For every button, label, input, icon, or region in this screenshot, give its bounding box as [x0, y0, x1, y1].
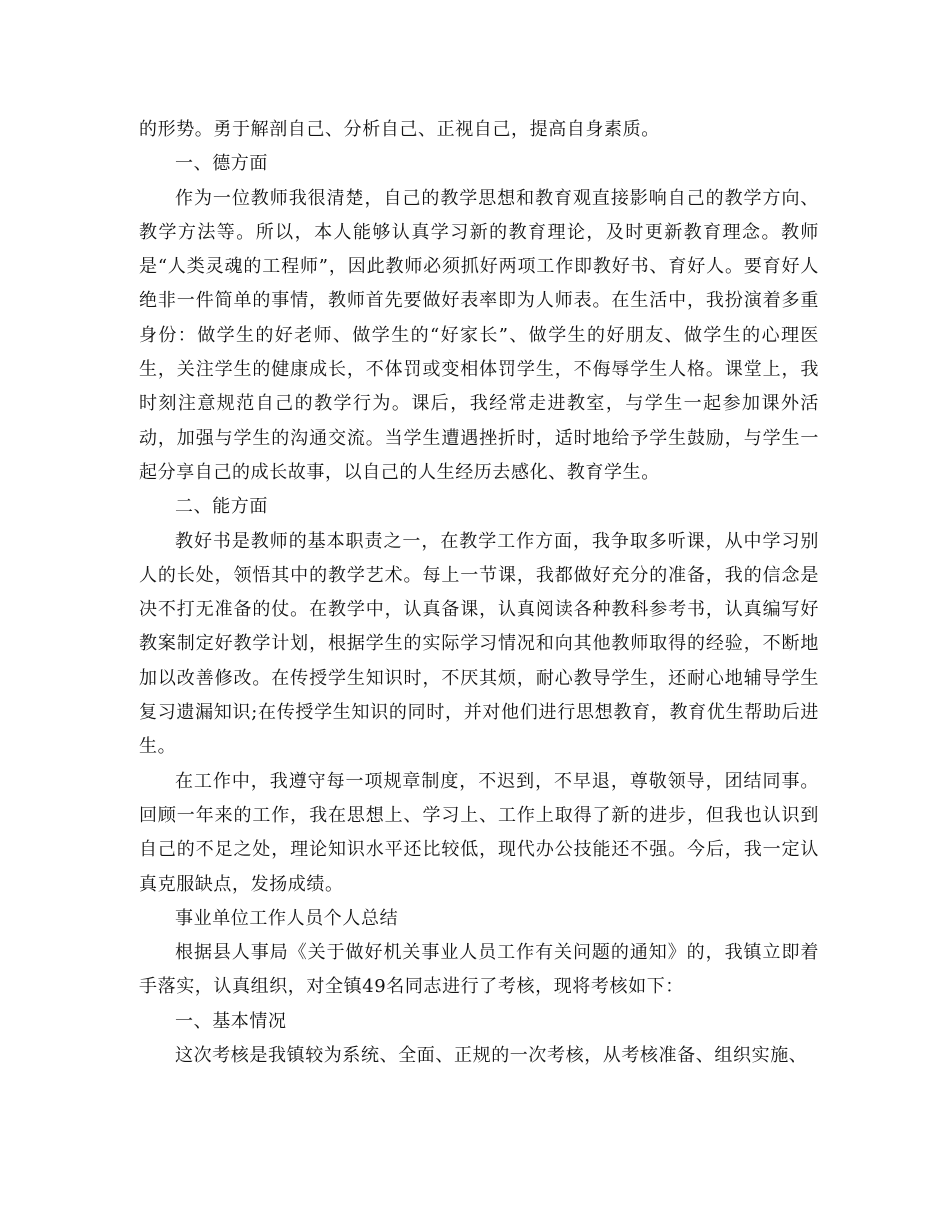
document-body — [139, 113, 819, 1073]
paragraph-work-conduct: 在工作中，我遵守每一项规章制度，不迟到，不早退，尊敬领导，团结同事。回顾一年来的工作，我在思想上、学习上、工作上取得了新的进步，但我也认识到自己的不足之处，理论知识水平还比较低，现代办公技能还不强。今后，我一定认真克服缺点，发扬成绩。 — [139, 770, 819, 895]
section-heading-ability: 二、能方面 — [175, 496, 268, 518]
paragraph-basic-situation: 这次考核是我镇较为系统、全面、正规的一次考核，从考核准备、组织实施、 — [175, 1045, 808, 1067]
paragraph-morality: 作为一位教师我很清楚，自己的教学思想和教育观直接影响自己的教学方向、教学方法等。所以，本人能够认真学习新的教育理论，及时更新教育理念。教师是“人类灵魂的工程师”，因此教师必须抓好两项工作即教好书、育好人。要育好人绝非一件简单的事情，教师首先要做好表率即为人师表。在生活中，我扮演着多重身份：做学生的好老师、做学生的“好家长”、做学生的好朋友、做学生的心理医生，关注学生的健康成长，不体罚或变相体罚学生，不侮辱学生人格。课堂上，我时刻注意规范自己的教学行为。课后，我经常走进教室，与学生一起参加课外活动，加强与学生的沟通交流。当学生遭遇挫折时，适时地给予学生鼓励，与学生一起分享自己的成长故事，以自己的人生经历去感化、教育学生。 — [139, 187, 819, 483]
section-heading-morality: 一、德方面 — [175, 153, 268, 175]
section-heading-basic-situation: 一、基本情况 — [175, 1010, 287, 1032]
paragraph-ability: 教好书是教师的基本职责之一，在教学工作方面，我争取多听课，从中学习别人的长处，领悟其中的教学艺术。每上一节课，我都做好充分的准备，我的信念是决不打无准备的仗。在教学中，认真备课，认真阅读各种教科参考书，认真编写好教案制定好教学计划，根据学生的实际学习情况和向其他教师取得的经验，不断地加以改善修改。在传授学生知识时，不厌其烦，耐心教导学生，还耐心地辅导学生复习遗漏知识;在传授学生知识的同时，并对他们进行思想教育，教育优生帮助后进生。 — [139, 530, 819, 758]
paragraph-assessment-intro: 根据县人事局《关于做好机关事业人员工作有关问题的通知》的，我镇立即着手落实，认真组织，对全镇49名同志进行了考核，现将考核如下： — [139, 942, 819, 998]
document-subtitle: 事业单位工作人员个人总结 — [175, 907, 399, 929]
paragraph-continuation: 的形势。勇于解剖自己、分析自己、正视自己，提高自身素质。 — [139, 119, 660, 140]
